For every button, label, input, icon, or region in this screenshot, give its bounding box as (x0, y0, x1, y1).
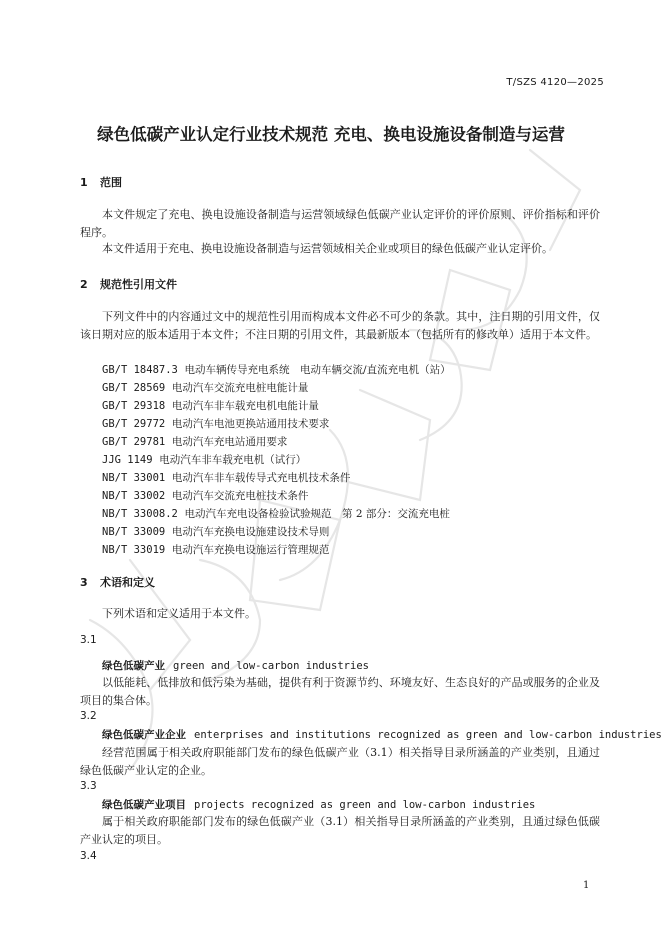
reference-item (102, 470, 350, 485)
reference-code: GB/T 28569 (102, 382, 166, 394)
term-definition: 以低能耗、低排放和低污染为基础，提供有利于资源节约、环境友好、生态良好的产品或服务的企业及项目的集合体。 (80, 676, 600, 707)
reference-title: 电动汽车充电设备检验试验规范 第 2 部分：交流充电桩 (184, 508, 450, 520)
term-number: 3.4 (80, 850, 97, 862)
reference-title: 电动汽车非车载充电机（试行） (159, 454, 307, 466)
reference-code: GB/T 18487.3 (102, 364, 178, 376)
term-number: 3.2 (80, 710, 97, 722)
term-english: green and low-carbon industries (173, 660, 369, 672)
section-heading-normative-references (80, 276, 177, 292)
term-heading (102, 658, 369, 673)
reference-item (102, 524, 329, 539)
reference-code: NB/T 33008.2 (102, 508, 178, 520)
terms-intro-paragraph: 下列术语和定义适用于本文件。 (102, 607, 256, 620)
reference-title: 电动汽车交流充电桩电能计量 (171, 382, 309, 394)
reference-code: NB/T 33019 (102, 544, 166, 556)
term-heading (102, 797, 535, 812)
reference-item (102, 542, 329, 557)
section-title: 术语和定义 (100, 576, 155, 589)
term-heading (102, 727, 662, 742)
term-number: 3.3 (80, 780, 97, 792)
scope-paragraph: 本文件适用于充电、换电设施设备制造与运营领域相关企业或项目的绿色低碳产业认定评价。 (102, 242, 553, 255)
section-number: 1 (80, 176, 88, 189)
document-title: 绿色低碳产业认定行业技术规范 充电、换电设施设备制造与运营 (97, 125, 565, 144)
term-english: enterprises and institutions recognized as green and low-carbon industries (194, 729, 662, 741)
reference-title: 电动车辆传导充电系统 电动车辆交流/直流充电机（站） (184, 364, 451, 376)
reference-code: NB/T 33001 (102, 472, 166, 484)
reference-code: GB/T 29781 (102, 436, 166, 448)
reference-item (102, 398, 319, 413)
term-chinese: 绿色低碳产业企业 (102, 729, 186, 741)
reference-code: NB/T 33009 (102, 526, 166, 538)
term-definition: 经营范围属于相关政府职能部门发布的绿色低碳产业（3.1）相关指导目录所涵盖的产业类别，且通过绿色低碳产业认定的企业。 (80, 746, 600, 777)
reference-item (102, 488, 308, 503)
reference-code: NB/T 33002 (102, 490, 166, 502)
reference-item (102, 452, 306, 467)
term-number: 3.1 (80, 634, 97, 646)
term-chinese: 绿色低碳产业 (102, 660, 165, 672)
reference-title: 电动汽车非车载充电机电能计量 (171, 400, 319, 412)
term-english: projects recognized as green and low-carbon industries (194, 799, 536, 811)
reference-item (102, 362, 451, 377)
term-definition: 属于相关政府职能部门发布的绿色低碳产业（3.1）相关指导目录所涵盖的产业类别，且通过绿色低碳产业认定的项目。 (80, 815, 600, 846)
section-heading-scope (80, 174, 122, 190)
section-heading-terms (80, 574, 155, 590)
references-intro-paragraph: 下列文件中的内容通过文中的规范性引用而构成本文件必不可少的条款。其中，注日期的引用文件，仅该日期对应的版本适用于本文件；不注日期的引用文件，其最新版本（包括所有的修改单）适用于本文件。 (80, 310, 600, 341)
section-number: 2 (80, 278, 88, 291)
page-number: 1 (583, 880, 590, 891)
reference-code: GB/T 29772 (102, 418, 166, 430)
section-number: 3 (80, 576, 88, 589)
reference-title: 电动汽车充换电设施建设技术导则 (171, 526, 330, 538)
scope-paragraph: 本文件规定了充电、换电设施设备制造与运营领域绿色低碳产业认定评价的评价原则、评价指标和评价程序。 (80, 208, 600, 239)
reference-title: 电动汽车非车载传导式充电机技术条件 (171, 472, 351, 484)
reference-item (102, 434, 287, 449)
reference-title: 电动汽车交流充电桩技术条件 (171, 490, 309, 502)
reference-title: 电动汽车充电站通用要求 (171, 436, 288, 448)
term-chinese: 绿色低碳产业项目 (102, 799, 186, 811)
reference-title: 电动汽车充换电设施运行管理规范 (171, 544, 330, 556)
reference-title: 电动汽车电池更换站通用技术要求 (171, 418, 330, 430)
reference-item (102, 506, 450, 521)
section-title: 规范性引用文件 (100, 278, 177, 291)
document-code: T/SZS 4120—2025 (506, 77, 604, 88)
section-title: 范围 (100, 176, 122, 189)
reference-code: JJG 1149 (102, 454, 153, 466)
reference-item (102, 416, 329, 431)
reference-code: GB/T 29318 (102, 400, 166, 412)
reference-item (102, 380, 308, 395)
